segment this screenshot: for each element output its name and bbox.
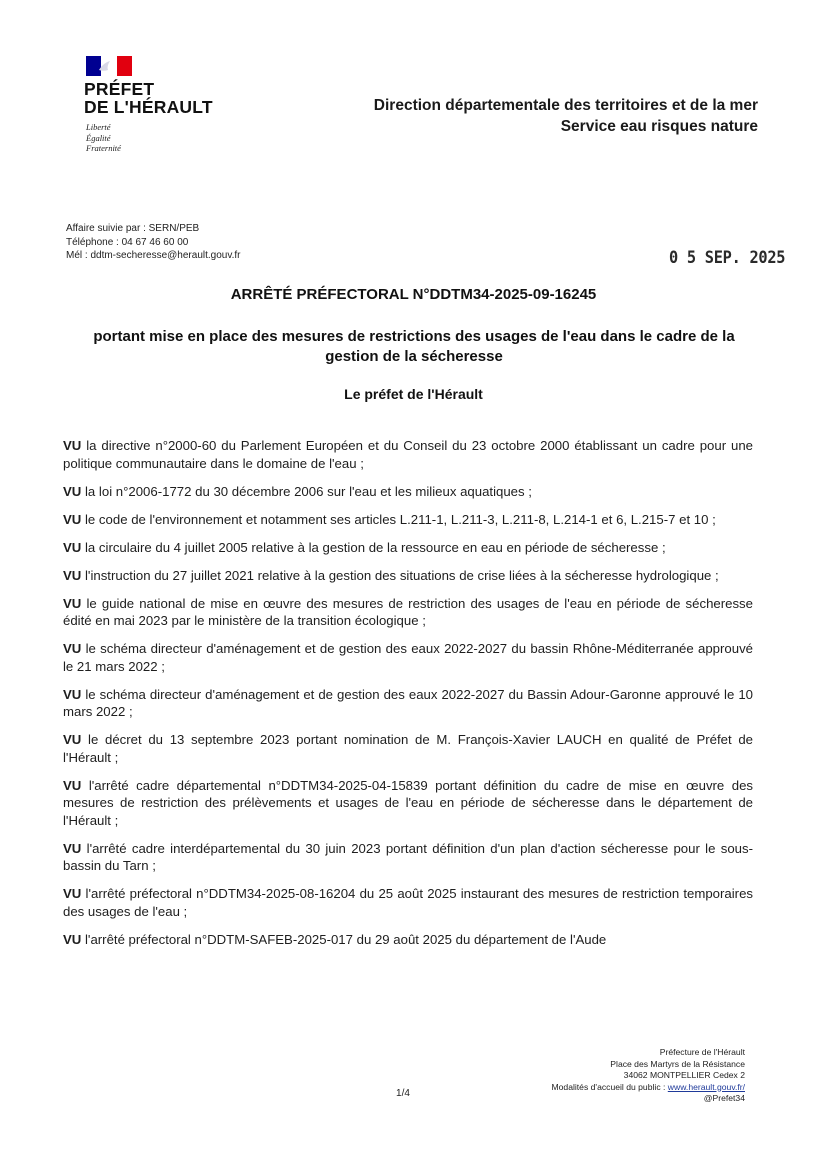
marianne-flag-icon [86,56,132,76]
page-number: 1/4 [396,1088,410,1099]
vu-text: l'arrêté cadre départemental n°DDTM34-2025-04-15839 portant définition du cadre de mise en œuvre des mesures de restriction des prélèvements et usages de l'eau en période de sécheresse dans le département de l'Hérault ; [63,777,753,828]
vu-text: l'arrêté préfectoral n°DDTM34-2025-08-16204 du 25 août 2025 instaurant des mesures de restriction temporaires des usages de l'eau ; [63,886,753,919]
logo-line-2: DE L'HÉRAULT [84,97,213,117]
footer-city: 34062 MONTPELLIER Cedex 2 [623,1070,745,1080]
logo-line-1: PRÉFET [84,79,155,99]
footer-address [551,1047,745,1105]
contact-affaire: Affaire suivie par : SERN/PEB [66,223,200,234]
footer-prefecture: Préfecture de l'Hérault [659,1047,745,1057]
vu-keyword: VU [63,483,82,499]
vu-keyword: VU [63,539,82,555]
vu-item [63,595,753,630]
date-stamp: 0 5 SEP. 2025 [669,248,786,268]
vu-keyword: VU [63,777,82,793]
footer-website-link[interactable]: www.herault.gouv.fr/ [667,1081,745,1092]
vu-text: l'instruction du 27 juillet 2021 relative à la gestion des situations de crise liées à la sécheresse hydrologique ; [85,567,719,583]
contact-block [66,222,240,263]
vu-item [63,686,753,721]
issuing-direction [374,95,758,137]
vu-keyword: VU [63,511,82,527]
vu-list [63,437,753,959]
vu-text: le code de l'environnement et notamment ses articles L.211-1, L.211-3, L.211-8, L.214-1 et 6, L.215-7 et 10 ; [85,511,716,527]
vu-text: le décret du 13 septembre 2023 portant nomination de M. François-Xavier LAUCH en qualité de Préfet de l'Hérault ; [63,732,753,765]
vu-item [63,777,753,830]
footer-street: Place des Martyrs de la Résistance [610,1058,745,1069]
prefet-logo-title [84,80,213,116]
republic-motto [86,122,121,154]
vu-item [63,437,753,472]
prefet-heading: Le préfet de l'Hérault [344,386,483,402]
vu-text: le schéma directeur d'aménagement et de gestion des eaux 2022-2027 du bassin Rhône-Méditerranée approuvé le 21 mars 2022 ; [63,641,753,674]
vu-item [63,731,753,766]
direction-name: Direction départementale des territoires et de la mer [373,97,758,114]
contact-mail: Mél : ddtm-secheresse@herault.gouv.fr [66,250,241,261]
vu-item [63,539,753,557]
contact-telephone: Téléphone : 04 67 46 60 00 [66,236,189,248]
footer-accueil [551,1082,745,1094]
vu-text: le guide national de mise en œuvre des mesures de restriction des usages de l'eau en période de sécheresse édité en mai 2023 par le ministère de la transition écologique ; [63,595,753,628]
vu-text: la circulaire du 4 juillet 2005 relative à la gestion de la ressource en eau en période de sécheresse ; [85,539,666,555]
vu-item [63,483,753,501]
vu-item [63,885,753,920]
vu-keyword: VU [63,732,82,747]
footer-social[interactable]: @Prefet34 [703,1093,745,1103]
vu-text: la loi n°2006-1772 du 30 décembre 2006 sur l'eau et les milieux aquatiques ; [85,483,532,499]
vu-keyword: VU [63,641,82,656]
vu-text: le schéma directeur d'aménagement et de gestion des eaux 2022-2027 du Bassin Adour-Garonne approuvé le 10 mars 2022 ; [63,686,753,719]
vu-text: la directive n°2000-60 du Parlement Européen et du Conseil du 23 octobre 2000 établissant un cadre pour une politique communautaire dans le domaine de l'eau ; [63,438,753,471]
vu-keyword: VU [63,886,82,901]
vu-item [63,511,753,529]
motto-fraternite: Fraternité [86,143,121,153]
vu-keyword: VU [63,438,82,453]
vu-keyword: VU [63,686,82,702]
vu-keyword: VU [63,567,82,583]
motto-liberte: Liberté [86,122,111,132]
vu-keyword: VU [63,595,82,611]
arrete-title: ARRÊTÉ PRÉFECTORAL N°DDTM34-2025-09-16245 [230,286,597,303]
vu-item [63,840,753,875]
vu-item [63,567,753,585]
motto-egalite: Égalité [86,132,111,143]
footer-accueil-label: Modalités d'accueil du public : [551,1081,668,1092]
vu-text: l'arrêté cadre interdépartemental du 30 juin 2023 portant définition d'un plan d'action sécheresse pour le sous-bassin du Tarn ; [63,840,753,873]
vu-item [63,640,753,675]
vu-keyword: VU [63,840,82,856]
vu-text: l'arrêté préfectoral n°DDTM-SAFEB-2025-017 du 29 août 2025 du département de l'Aude [85,931,607,947]
vu-item [63,931,753,949]
vu-keyword: VU [63,931,82,947]
arrete-subject: portant mise en place des mesures de restrictions des usages de l'eau dans le cadre de la gestion de la sécheresse [93,328,735,365]
service-name: Service eau risques nature [560,118,758,135]
